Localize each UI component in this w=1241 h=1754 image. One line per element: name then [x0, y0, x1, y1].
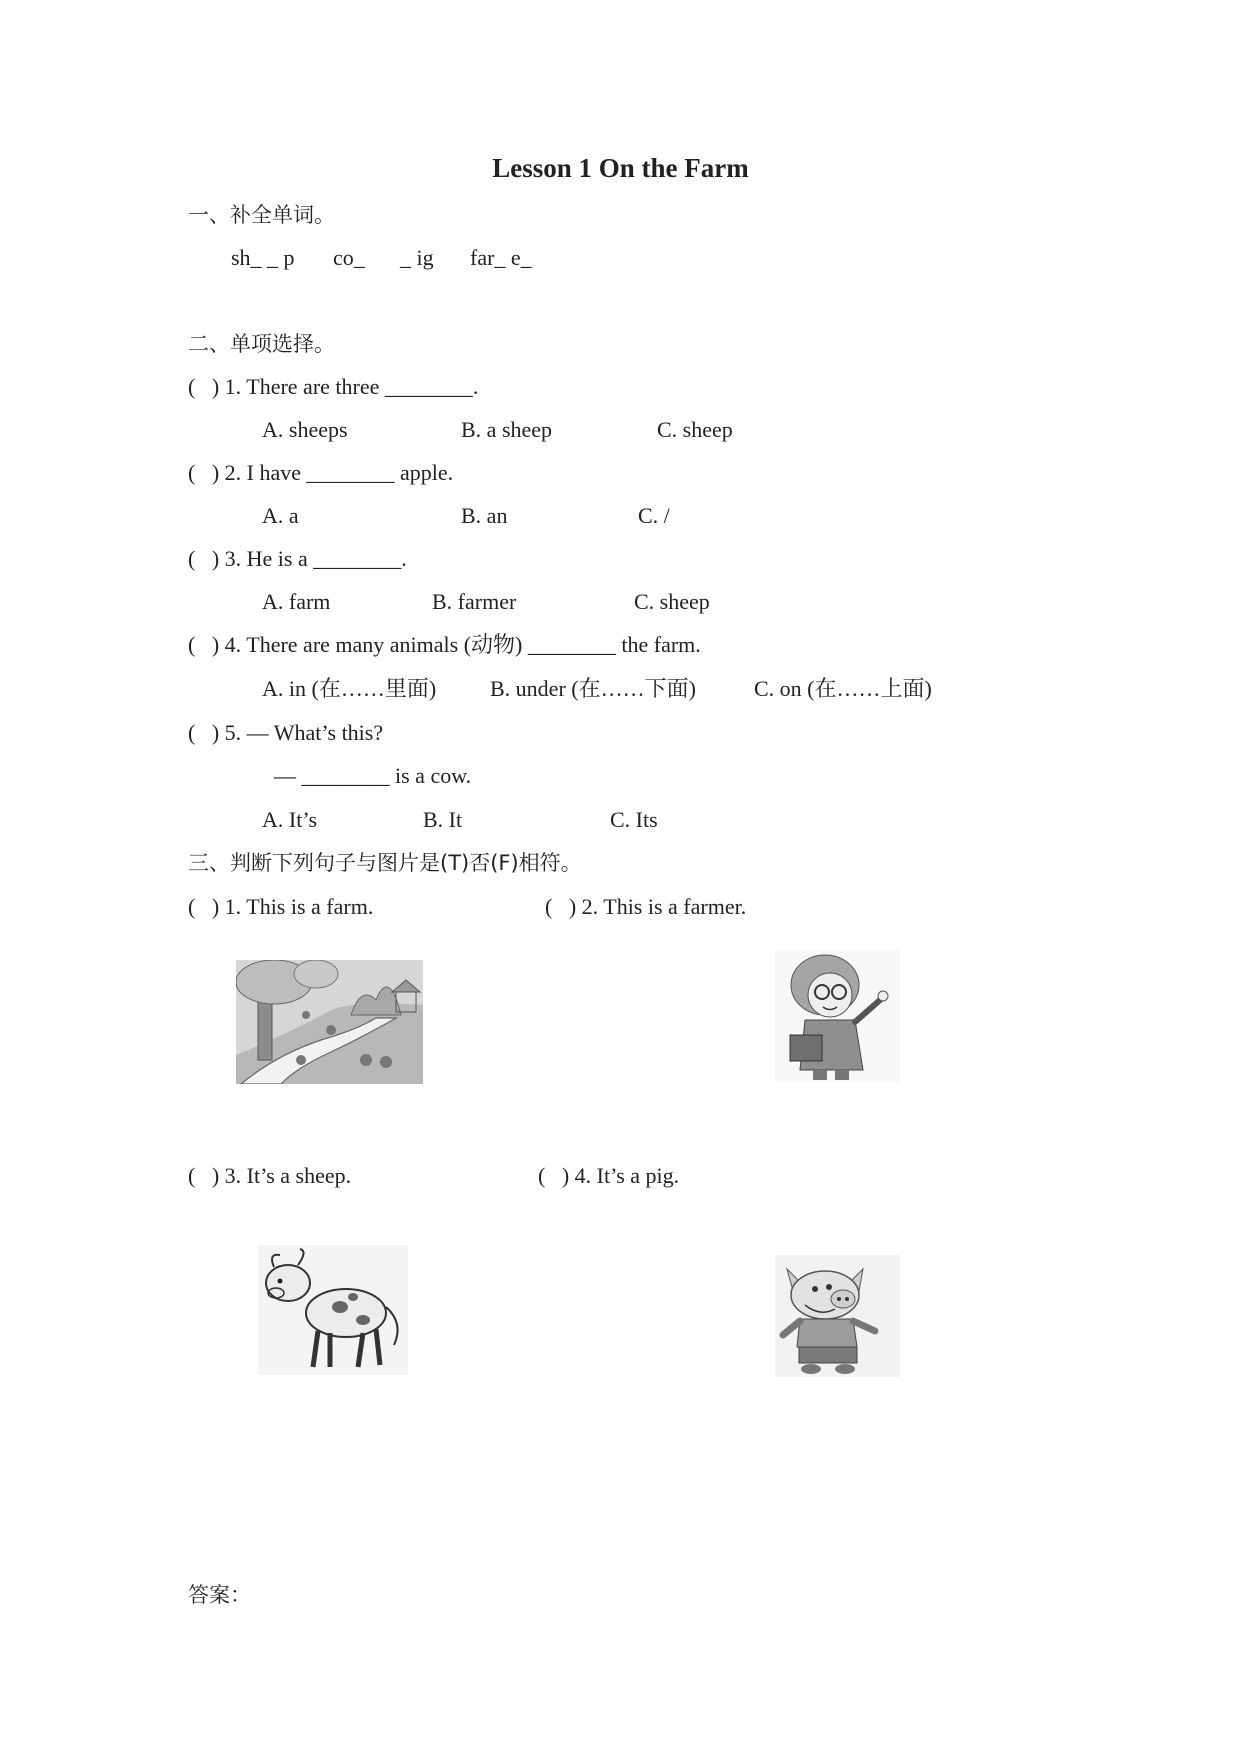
teacher-image [775, 950, 900, 1082]
farm-scene-image [236, 960, 423, 1084]
cow-image [258, 1245, 408, 1375]
question-1-option-a: A. sheeps [262, 417, 348, 442]
section3-heading: 三、判断下列句子与图片是(T)否(F)相符。 [188, 851, 582, 875]
question-1-stem: ( ) 1. There are three ________. [188, 374, 479, 399]
judge-item-3: ( ) 3. It’s a sheep. [188, 1163, 352, 1188]
section2-heading: 二、单项选择。 [188, 332, 335, 356]
answers-label: 答案： [188, 1583, 251, 1607]
question-3-stem: ( ) 3. He is a ________. [188, 546, 407, 571]
question-4-option-a: A. in (在……里面) [262, 676, 437, 701]
word-blank-1: sh_ _ p [231, 245, 295, 270]
question-5-answer-line: — ________ is a cow. [274, 763, 472, 788]
question-2-option-c: C. / [638, 503, 670, 528]
question-4-option-b: B. under (在……下面) [490, 676, 696, 701]
question-4-stem: ( ) 4. There are many animals (动物) ________ the farm. [188, 632, 701, 657]
question-4-option-c: C. on (在……上面) [754, 676, 932, 701]
question-3-option-a: A. farm [262, 589, 331, 614]
question-1-option-c: C. sheep [657, 417, 733, 442]
question-3-option-c: C. sheep [634, 589, 710, 614]
word-blank-3: _ ig [400, 245, 434, 270]
question-5-option-c: C. Its [610, 807, 658, 832]
word-blank-2: co_ [333, 245, 365, 270]
pig-image [775, 1255, 900, 1377]
question-5-stem: ( ) 5. — What’s this? [188, 720, 384, 745]
page-title: Lesson 1 On the Farm [492, 153, 749, 183]
question-3-option-b: B. farmer [432, 589, 517, 614]
question-2-stem: ( ) 2. I have ________ apple. [188, 460, 454, 485]
question-2-option-a: A. a [262, 503, 299, 528]
judge-item-4: ( ) 4. It’s a pig. [538, 1163, 680, 1188]
judge-item-2: ( ) 2. This is a farmer. [545, 894, 747, 919]
question-1-option-b: B. a sheep [461, 417, 553, 442]
question-2-option-b: B. an [461, 503, 508, 528]
word-blank-4: far_ e_ [470, 245, 532, 270]
section1-heading: 一、补全单词。 [188, 203, 335, 227]
question-5-option-a: A. It’s [262, 807, 317, 832]
judge-item-1: ( ) 1. This is a farm. [188, 894, 374, 919]
question-5-option-b: B. It [423, 807, 463, 832]
